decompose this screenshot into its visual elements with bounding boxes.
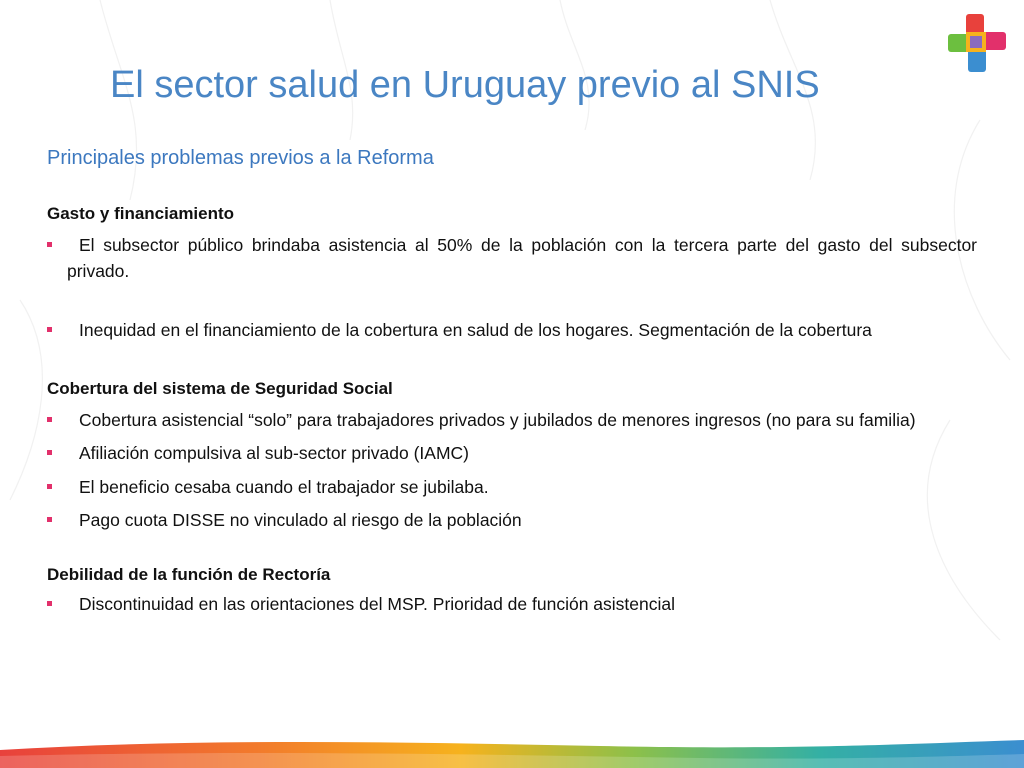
list-item: Pago cuota DISSE no vinculado al riesgo de la población	[47, 508, 977, 534]
section-heading: Cobertura del sistema de Seguridad Social	[47, 378, 393, 398]
list-item: El beneficio cesaba cuando el trabajador se jubilaba.	[47, 475, 977, 501]
bullet-marker-icon	[47, 242, 52, 247]
bullet-marker-icon	[47, 327, 52, 332]
bullet-marker-icon	[47, 484, 52, 489]
health-cross-logo	[946, 12, 1008, 74]
slide-title: El sector salud en Uruguay previo al SNIS	[110, 64, 820, 106]
list-item: Discontinuidad en las orientaciones del MSP. Prioridad de función asistencial	[47, 592, 977, 618]
bullet-marker-icon	[47, 450, 52, 455]
bullet-marker-icon	[47, 417, 52, 422]
list-item: Inequidad en el financiamiento de la cobertura en salud de los hogares. Segmentación de la cobertura	[47, 318, 977, 344]
slide-subtitle: Principales problemas previos a la Reforma	[47, 147, 434, 169]
slide-content	[47, 203, 977, 617]
bullet-marker-icon	[47, 517, 52, 522]
section-heading: Debilidad de la función de Rectoría	[47, 564, 331, 584]
list-item: El subsector público brindaba asistencia al 50% de la población con la tercera parte del gasto del subsector privado.	[47, 233, 977, 284]
bullet-marker-icon	[47, 601, 52, 606]
footer-color-band	[0, 720, 1024, 768]
list-item: Cobertura asistencial “solo” para trabajadores privados y jubilados de menores ingresos (no para su familia)	[47, 408, 977, 434]
list-item: Afiliación compulsiva al sub-sector privado (IAMC)	[47, 441, 977, 467]
section-heading: Gasto y financiamiento	[47, 204, 235, 223]
